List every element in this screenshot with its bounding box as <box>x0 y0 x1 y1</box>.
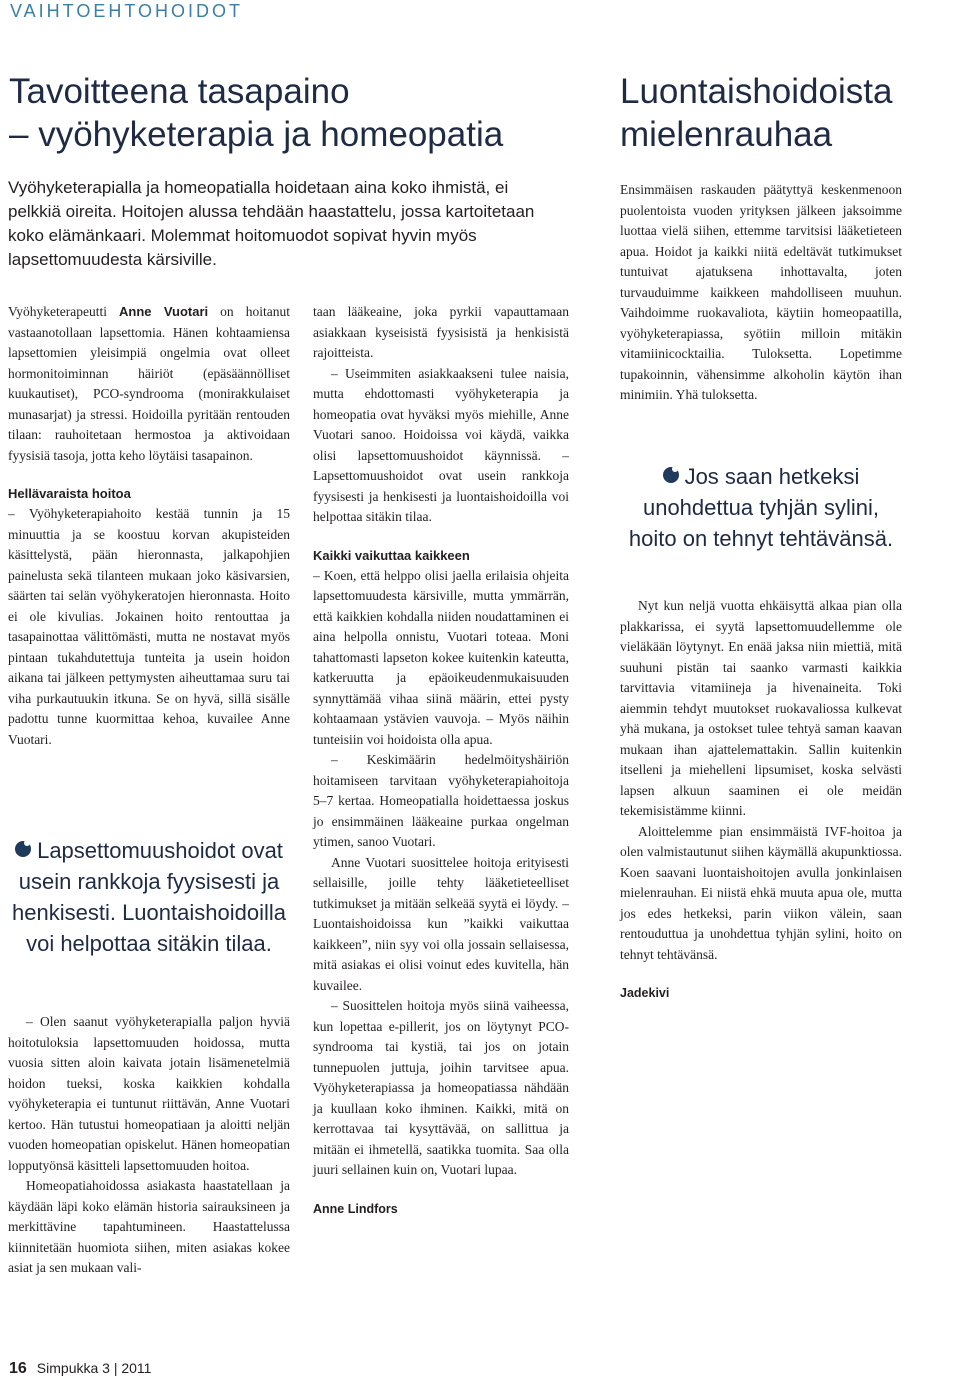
article-lead: Vyöhyketerapialla ja homeopatialla hoidetaan aina koko ihmistä, ei pelkkiä oireita. Hoitojen alussa tehdään haastattelu, jossa kartoitetaan koko elämänkaari. Molemmat hoitomuodot sopivat hyvin myös lapsettomuudesta kärsiville. <box>8 178 535 269</box>
page-number: 16 <box>9 1360 27 1377</box>
body-paragraph: – Useimmiten asiakkaakseni tulee naisia, mutta ehdottomasti vyöhyketerapia ja homeopatia ovat hyväksi myös miehille, Anne Vuotari sanoo. Hoidoissa voi käydä, vaikka olisi lapsettomuushoidot käynnissä. – Lapsettomuushoidot ovat usein rankkoja fyysisesti ja henkisesti ja luontaishoidoilla voi helpottaa sitäkin tilaa. <box>313 365 569 524</box>
body-paragraph: taan lääkeaine, joka pyrkii vapauttamaan asiakkaan kyseisistä fyysisistä ja henkisistä rajoitteista. <box>313 304 569 360</box>
title-line-2: – vyöhyketerapia ja homeopatia <box>9 115 504 154</box>
body-paragraph: – Suosittelen hoitoja myös siinä vaiheessa, kun lopettaa e-pillerit, jos on löytynyt PCO-syndrooma tai kystiä, tai jos on jotain tunnepuolen juttuja, joihin tarvitsee apua. Vyöhyketerapiassa ja homeopatiassa nähdään ja kuullaan koko ihminen. Kaikki, mitä on kerrottavaa tai kysyttävää, on sallittua ja mitään ei ihmetellä, saatikka tuomita. Saa olla juuri sellainen kuin on, Vuotari lupaa. <box>313 998 569 1177</box>
body-paragraph: Aloittelemme pian ensimmäistä IVF-hoitoa ja olen valmistautunut siihen käymällä akupunktiossa. Koen saavani luontaishoitojen avulla jonkinlaisen mielenrauhan. Ei niistä ehkä muuta apua ole, mutta jos edes hetkeksi, parin viikon välein, saan rentouduttua ja unohdettua tyhjän sylini, hoito on tehnyt tehtävänsä. <box>620 823 902 962</box>
sidebar-pull-quote <box>618 461 904 554</box>
body-paragraph: Ensimmäisen raskauden päätyttyä keskenmenoon puolentoista vuoden yrityksen jälkeen jaksoimme luottaa vielä siihen, ettemme tarvitsisi lääketieteen apua. Hoidot ja kaikki niitä edeltävät tutkimukset tuntuivat ajatuksena inhottavalta, joten turvauduimme kaikkeen mahdolliseen muuhun. Vaihdoimme ruokavaliota, käytiin homeopaatilla, vyöhyketerapiassa, syötiin milloin mitäkin vitamiinicocktailia. Tuloksetta. Lopetimme tupakoinnin, vähensimme alkoholin käytön ihan minimiin. Yhä tuloksetta. <box>620 182 902 402</box>
body-paragraph: – Koen, että helppo olisi jaella erilaisia ohjeita lapsettomuudesta kärsiville, mutta ymmärrän, että kaikkien kohdalla niiden noudattaminen ei aina helpolla onnistu, Vuotari toteaa. Moni tahattomasti lapseton kokee kuitenkin kateutta, katkeruutta ja epäoikeudenmukaisuuden synnyttämää vihaa siinä määrin, ettei pysty kohtaamaan ystävien vauvoja. – Myös näihin tunteisiin voi hoidoista olla apua. <box>313 567 569 747</box>
subheading: Kaikki vaikuttaa kaikkeen <box>313 547 470 563</box>
name-highlight: Anne Vuotari <box>119 304 209 319</box>
pull-quote <box>8 835 290 959</box>
sidebar-column-bottom <box>620 596 902 1004</box>
title-line-1: Luontaishoidoista <box>620 72 893 111</box>
article-title <box>9 70 503 156</box>
body-paragraph: Anne Vuotari suosittelee hoitoja erityisesti sellaisille, joille tehty lääketieteelliset tutkimukset ja mitään selkeää syytä ei löydy. – Luontaishoidoissa kun ”kaikki vaikuttaa kaikkeen”, niin syy voi olla jossain sellaisessa, mitä asiakas ei olisi voinut edes kuvitella, hän kuvailee. <box>313 854 569 993</box>
magazine-issue: Simpukka 3 | 2011 <box>36 1360 152 1376</box>
body-paragraph <box>8 302 290 466</box>
title-line-2: mielenrauhaa <box>620 115 833 154</box>
author-signature: Jadekivi <box>620 986 670 1000</box>
article-column-1 <box>8 302 290 750</box>
article-column-2 <box>313 302 569 1219</box>
sidebar-column <box>620 180 902 406</box>
body-paragraph: Nyt kun neljä vuotta ehkäisyttä alkaa pian olla plakkarissa, ei syytä lapsettomuudellemme ole vieläkään löytynyt. En enää jaksa niin miettiä, mitä suuhuni pistän tai saanko varmasti kaikkia tarvittavia vitamiineja ja hivenaineita. Toki aiemmin tehdyt muutokset ruokavaliossa kulkevat yhä mukana, ja ostokset tulee tehtyä saman kaavan mukaan ihan ajattelemattakin. Sallin kuitenkin itselleni ja miehelleni lipsumiset, koska selvästi lapsen alkuun saaminen ei ole meidän tekemisistämme kiinni. <box>620 598 902 818</box>
quote-bullet-icon <box>15 841 31 857</box>
author-signature: Anne Lindfors <box>313 1201 398 1216</box>
body-paragraph: – Keskimäärin hedelmöityshäiriön hoitamiseen tarvitaan vyöhyketerapiahoitoja 5–7 kertaa. Homeopatialla hoidettaessa joskus jo ensimmäinen lääkeaine purkaa ongelman ytimen, sanoo Vuotari. <box>313 752 569 849</box>
pull-quote-text: Lapsettomuushoidot ovat usein rankkoja fyysisesti ja henkisesti. Luontaishoidoilla voi helpottaa sitäkin tilaa. <box>12 838 286 956</box>
section-header: VAIHTOEHTOHOIDOT <box>10 1 244 21</box>
sidebar-article-title <box>620 70 892 156</box>
quote-bullet-icon <box>663 467 679 483</box>
title-line-1: Tavoitteena tasapaino <box>9 72 350 111</box>
subheading: Hellävaraista hoitoa <box>8 486 131 501</box>
body-paragraph: – Vyöhyketerapiahoito kestää tunnin ja 15 minuuttia ja se koostuu korvan akupisteiden käsittelystä, pään hieronnasta, jalkapohjien painelusta sekä tilanteen mukaan joko käsivarsien, säärten tai selän vyöhykeratojen hieronnasta. Hoito ei ole kivulias. Jokainen hoito rentouttaa ja tasapainottaa välittömästi, mutta ne nostavat myös pintaan tukahdutettuja tunteita ja usein hoidon aikana tai jälkeen pettymysten aiheuttamaa suru tai viha purkautuukin itkuna. Se on hyvä, sillä sisälle padottu tunne kuormittaa kehoa, kuvailee Anne Vuotari. <box>8 506 290 747</box>
article-column-1-bottom <box>8 1012 290 1279</box>
page-footer <box>9 1360 151 1378</box>
body-paragraph: Homeopatiahoidossa asiakasta haastatellaan ja käydään läpi koko elämän historia sairauksineen ja merkittävine tapahtumineen. Haastattelussa kiinnitetään huomiota siihen, miten asiakas kokee asiat ja sen mukaan vali- <box>8 1178 290 1275</box>
text-span: Vyöhyketerapeutti <box>8 304 120 319</box>
body-paragraph: – Olen saanut vyöhyketerapialla paljon hyviä hoitotuloksia lapsettomuuden hoidossa, mutta vuosia sitten aloin kaivata jotain lisämenetelmiä hoidon tueksi, koska kaikkien kohdalla vyöhyketerapia ei tuntunut riittävän, Anne Vuotari kertoo. Hän tutustui homeopatiaan ja aloitti neljän vuoden homeopatian opiskelut. Hänen homeopatian lopputyönsä käsitteli lapsettomuuden hoitoa. <box>8 1014 290 1173</box>
text-span: on hoitanut vastaanotollaan lapsettomia. Hänen kohtaamiensa lapsettomien yleisimpiä ongelmia ovat olleet hormonitoiminnan häiriöt (epäsäännölliset kuukautiset), PCO-syndrooma (monirakkulaiset munasarjat) ja stressi. Hoidoilla pyritään rentouden tilaan: rauhoitetaan hermostoa ja aktivoidaan fyysisiä tasoja, jotta keho löytäisi tasapainon. <box>8 304 290 463</box>
pull-quote-text: Jos saan hetkeksi unohdettua tyhjän sylini, hoito on tehnyt tehtävänsä. <box>628 464 894 551</box>
